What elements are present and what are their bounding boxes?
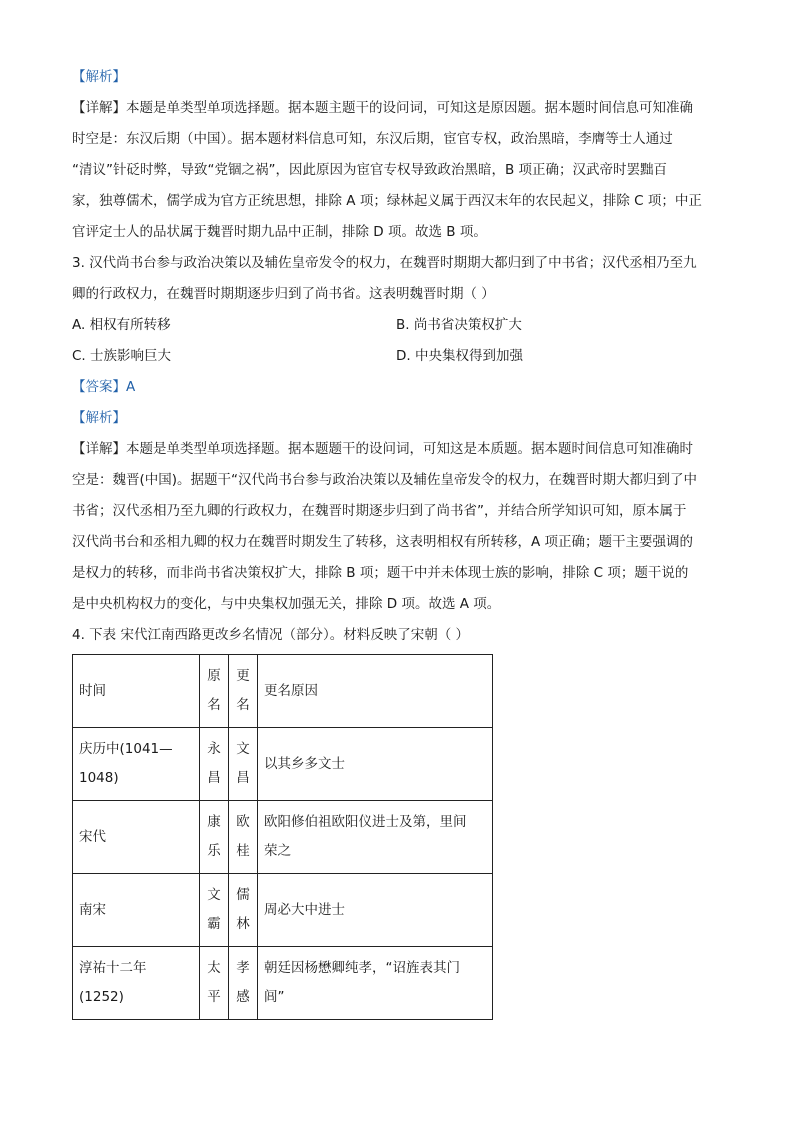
options-row <box>72 310 724 341</box>
rename-table <box>72 654 493 1020</box>
cell-line: 孝 <box>236 960 250 976</box>
cell-line: 荣之 <box>264 843 291 859</box>
option-d: D. 中央集权得到加强 <box>396 348 523 364</box>
cell-orig <box>200 874 229 947</box>
table-header-row <box>73 655 493 728</box>
cell-line: 宋代 <box>79 828 106 845</box>
cell-line: 太 <box>207 960 221 976</box>
detail-line: 【详解】本题是单类型单项选择题。据本题题干的设问词，可知这是本质题。据本题时间信息可知准确时 <box>72 441 693 457</box>
cell-orig <box>200 947 229 1020</box>
cell-line: 淳祐十二年 <box>79 960 147 976</box>
question-3-stem: 3. 汉代尚书台参与政治决策以及辅佐皇帝发令的权力，在魏晋时期期大都归到了中书省；汉代丞相乃至九 <box>72 255 697 271</box>
cell-line: 闾” <box>264 989 285 1005</box>
cell-line: 感 <box>236 989 250 1005</box>
cell-reason <box>258 874 493 947</box>
detail-line: 家，独尊儒术，儒学成为官方正统思想，排除 A 项；绿林起义属于西汉末年的农民起义，排除 C 项；中正 <box>72 193 702 209</box>
cell-line: 南宋 <box>79 901 106 918</box>
options-row <box>72 341 724 372</box>
cell-line: 平 <box>207 989 221 1005</box>
detail-line: 空是：魏晋(中国)。据题干“汉代尚书台参与政治决策以及辅佐皇帝发令的权力，在魏晋时期大都归到了中 <box>72 472 698 488</box>
document-page <box>72 62 724 1020</box>
cell-line: 周必大中进士 <box>264 901 345 918</box>
answer-line: 【答案】A <box>72 379 136 395</box>
cell-line: 林 <box>236 916 250 932</box>
analysis-label: 【解析】 <box>72 69 126 85</box>
cell-line: 朝廷因杨懋卿纯孝，“诏旌表其门 <box>264 960 460 976</box>
cell-line: 1048) <box>79 770 119 786</box>
header-new <box>229 655 258 728</box>
detail-line: 【详解】本题是单类型单项选择题。据本题主题干的设问词，可知这是原因题。据本题时间信息可知准确 <box>72 100 693 116</box>
question-3-stem: 卿的行政权力，在魏晋时期期逐步归到了尚书省。这表明魏晋时期（ ） <box>72 286 495 302</box>
cell-line: 儒 <box>236 887 250 903</box>
cell-line: 昌 <box>207 770 221 786</box>
cell-new <box>229 947 258 1020</box>
cell-new <box>229 801 258 874</box>
detail-line: 书省；汉代丞相乃至九卿的行政权力，在魏晋时期逐步归到了尚书省”，并结合所学知识可知，原本属于 <box>72 503 687 519</box>
option-c: C. 士族影响巨大 <box>72 348 172 364</box>
analysis-label: 【解析】 <box>72 410 126 426</box>
header-time: 时间 <box>73 655 200 728</box>
cell-line: 文 <box>236 741 250 757</box>
cell-reason <box>258 801 493 874</box>
question-4-stem: 4. 下表 宋代江南西路更改乡名情况（部分）。材料反映了宋朝（ ） <box>72 627 470 643</box>
table-row <box>73 874 493 947</box>
detail-line: 时空是：东汉后期（中国）。据本题材料信息可知，东汉后期，宦官专权，政治黑暗，李膺等士人通过 <box>72 131 673 147</box>
cell-line: 庆历中(1041— <box>79 741 173 757</box>
cell-line: 欧 <box>236 814 250 830</box>
detail-line: 是权力的转移，而非尚书省决策权扩大，排除 B 项；题干中并未体现士族的影响，排除 C 项；题干说的 <box>72 565 689 581</box>
cell-orig <box>200 801 229 874</box>
option-a: A. 相权有所转移 <box>72 317 171 333</box>
detail-line: 汉代尚书台和丞相九卿的权力在魏晋时期发生了转移，这表明相权有所转移，A 项正确；题干主要强调的 <box>72 534 694 550</box>
cell-line: 文 <box>207 887 221 903</box>
cell-line: 永 <box>207 741 221 757</box>
cell-line: 桂 <box>236 843 250 859</box>
table-row <box>73 947 493 1020</box>
cell-line: 以其乡多文士 <box>264 755 345 772</box>
detail-line: 是中央机构权力的变化，与中央集权加强无关，排除 D 项。故选 A 项。 <box>72 596 501 612</box>
cell-time <box>73 728 200 801</box>
detail-line: “清议”针砭时弊，导致“党锢之祸”，因此原因为宦官专权导致政治黑暗，B 项正确；汉武帝时罢黜百 <box>72 162 668 178</box>
cell-reason <box>258 728 493 801</box>
table-row <box>73 728 493 801</box>
header-new-text: 更名 <box>236 668 250 713</box>
table-row <box>73 801 493 874</box>
cell-time <box>73 947 200 1020</box>
cell-time <box>73 801 200 874</box>
cell-line: 康 <box>207 814 221 830</box>
cell-time <box>73 874 200 947</box>
header-orig <box>200 655 229 728</box>
cell-line: (1252) <box>79 989 124 1005</box>
cell-line: 欧阳修伯祖欧阳仪进士及第，里间 <box>264 814 467 830</box>
cell-new <box>229 874 258 947</box>
cell-line: 霸 <box>207 916 221 932</box>
cell-line: 乐 <box>207 843 221 859</box>
detail-line: 官评定士人的品状属于魏晋时期九品中正制，排除 D 项。故选 B 项。 <box>72 224 487 240</box>
header-orig-text: 原名 <box>207 668 221 713</box>
header-reason: 更名原因 <box>258 655 493 728</box>
cell-line: 昌 <box>236 770 250 786</box>
option-b: B. 尚书省决策权扩大 <box>396 317 522 333</box>
cell-reason <box>258 947 493 1020</box>
cell-orig <box>200 728 229 801</box>
cell-new <box>229 728 258 801</box>
